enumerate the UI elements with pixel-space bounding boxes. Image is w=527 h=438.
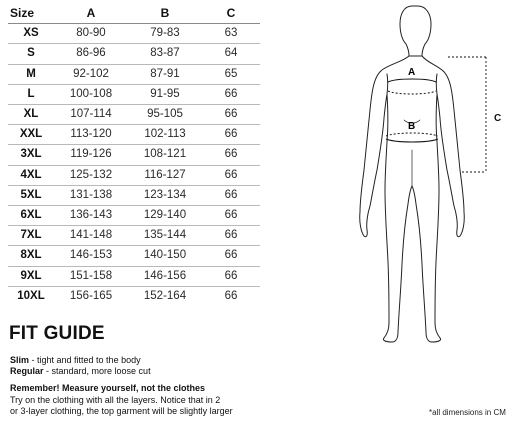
chest-cell: 107-114 bbox=[54, 105, 128, 125]
measurement-b bbox=[386, 121, 438, 142]
chest-cell: 151-158 bbox=[54, 266, 128, 286]
label-c: C bbox=[494, 113, 502, 124]
fit-slim-line bbox=[10, 355, 141, 366]
head-outline bbox=[400, 6, 431, 56]
size-cell: 4XL bbox=[8, 165, 54, 185]
table-row bbox=[8, 44, 260, 64]
chest-cell: 92-102 bbox=[54, 64, 128, 84]
waist-cell: 87-91 bbox=[128, 64, 202, 84]
size-cell: S bbox=[8, 44, 54, 64]
table-row bbox=[8, 165, 260, 185]
chest-cell: 100-108 bbox=[54, 84, 128, 104]
waist-cell: 152-164 bbox=[143, 289, 187, 302]
chest-cell: 80-90 bbox=[54, 24, 128, 44]
waist-cell: 146-156 bbox=[128, 266, 202, 286]
length-cell: 66 bbox=[202, 226, 260, 246]
dimensions-footnote: *all dimensions in CM bbox=[429, 408, 506, 417]
header-c: C bbox=[202, 4, 260, 24]
table-row bbox=[8, 286, 260, 306]
header-b: B bbox=[128, 4, 202, 24]
header-a: A bbox=[54, 4, 128, 24]
chest-cell: 156-165 bbox=[69, 289, 113, 302]
fit-guide-title: FIT GUIDE bbox=[9, 323, 105, 344]
slim-text: - tight and fitted to the body bbox=[29, 355, 141, 365]
length-cell: 66 bbox=[202, 206, 260, 226]
reminder-line-1: Try on the clothing with all the layers. Notice that in 2 bbox=[10, 395, 221, 405]
chest-cell: 146-153 bbox=[54, 246, 128, 266]
regular-text: - standard, more loose cut bbox=[43, 366, 151, 376]
label-a: A bbox=[408, 67, 416, 78]
length-cell: 66 bbox=[202, 125, 260, 145]
table-header-row bbox=[8, 4, 260, 24]
size-cell: 5XL bbox=[8, 185, 54, 205]
length-cell: 66 bbox=[202, 185, 260, 205]
length-cell: 66 bbox=[202, 246, 260, 266]
length-cell: 66 bbox=[202, 145, 260, 165]
waist-cell: 129-140 bbox=[128, 206, 202, 226]
length-cell: 66 bbox=[202, 84, 260, 104]
waist-cell: 83-87 bbox=[128, 44, 202, 64]
human-body-icon bbox=[352, 0, 527, 345]
size-cell: 8XL bbox=[8, 246, 54, 266]
chest-cell: 136-143 bbox=[54, 206, 128, 226]
size-cell: XXL bbox=[8, 125, 54, 145]
size-cell: M bbox=[8, 64, 54, 84]
table-row bbox=[8, 185, 260, 205]
size-chart-table bbox=[8, 4, 260, 306]
fit-regular-line bbox=[10, 366, 151, 377]
size-cell: L bbox=[8, 84, 54, 104]
table-row bbox=[8, 105, 260, 125]
table-row bbox=[8, 226, 260, 246]
size-cell: XS bbox=[8, 24, 54, 44]
slim-label: Slim bbox=[10, 355, 30, 365]
chest-cell: 86-96 bbox=[54, 44, 128, 64]
table-row bbox=[8, 266, 260, 286]
size-cell: 9XL bbox=[8, 266, 54, 286]
length-cell: 66 bbox=[202, 105, 260, 125]
chest-cell: 131-138 bbox=[54, 185, 128, 205]
measurement-c bbox=[448, 57, 501, 172]
length-cell: 66 bbox=[202, 165, 260, 185]
chest-cell: 141-148 bbox=[54, 226, 128, 246]
waist-cell: 108-121 bbox=[128, 145, 202, 165]
waist-cell: 95-105 bbox=[128, 105, 202, 125]
chest-cell: 113-120 bbox=[54, 125, 128, 145]
size-cell: 7XL bbox=[8, 226, 54, 246]
chest-cell: 119-126 bbox=[54, 145, 128, 165]
waist-cell: 79-83 bbox=[128, 24, 202, 44]
size-cell: 10XL bbox=[17, 289, 45, 302]
size-cell: 6XL bbox=[8, 206, 54, 226]
length-cell: 63 bbox=[202, 24, 260, 44]
waist-cell: 140-150 bbox=[128, 246, 202, 266]
table-row bbox=[8, 24, 260, 44]
label-b: B bbox=[408, 121, 416, 132]
waist-cell: 123-134 bbox=[128, 185, 202, 205]
waist-cell: 116-127 bbox=[128, 165, 202, 185]
table-row bbox=[8, 206, 260, 226]
size-cell: XL bbox=[8, 105, 54, 125]
chest-cell: 125-132 bbox=[54, 165, 128, 185]
table-row bbox=[8, 64, 260, 84]
regular-label: Regular bbox=[10, 366, 44, 376]
length-cell: 64 bbox=[202, 44, 260, 64]
header-size: Size bbox=[8, 4, 54, 24]
reminder-title: Remember! Measure yourself, not the clothes bbox=[10, 383, 206, 393]
waist-cell: 102-113 bbox=[128, 125, 202, 145]
body-measurement-figure bbox=[352, 0, 527, 345]
length-cell: 66 bbox=[202, 266, 260, 286]
waist-cell: 135-144 bbox=[128, 226, 202, 246]
table-row bbox=[8, 145, 260, 165]
size-cell: 3XL bbox=[8, 145, 54, 165]
reminder-line-2: or 3-layer clothing, the top garment will be slightly larger bbox=[10, 406, 233, 416]
table-row bbox=[8, 246, 260, 266]
measurement-a bbox=[388, 67, 436, 94]
waist-cell: 91-95 bbox=[128, 84, 202, 104]
table-row bbox=[8, 125, 260, 145]
body-outline bbox=[360, 56, 465, 342]
table-row bbox=[8, 84, 260, 104]
length-cell: 66 bbox=[224, 289, 238, 302]
length-cell: 65 bbox=[202, 64, 260, 84]
